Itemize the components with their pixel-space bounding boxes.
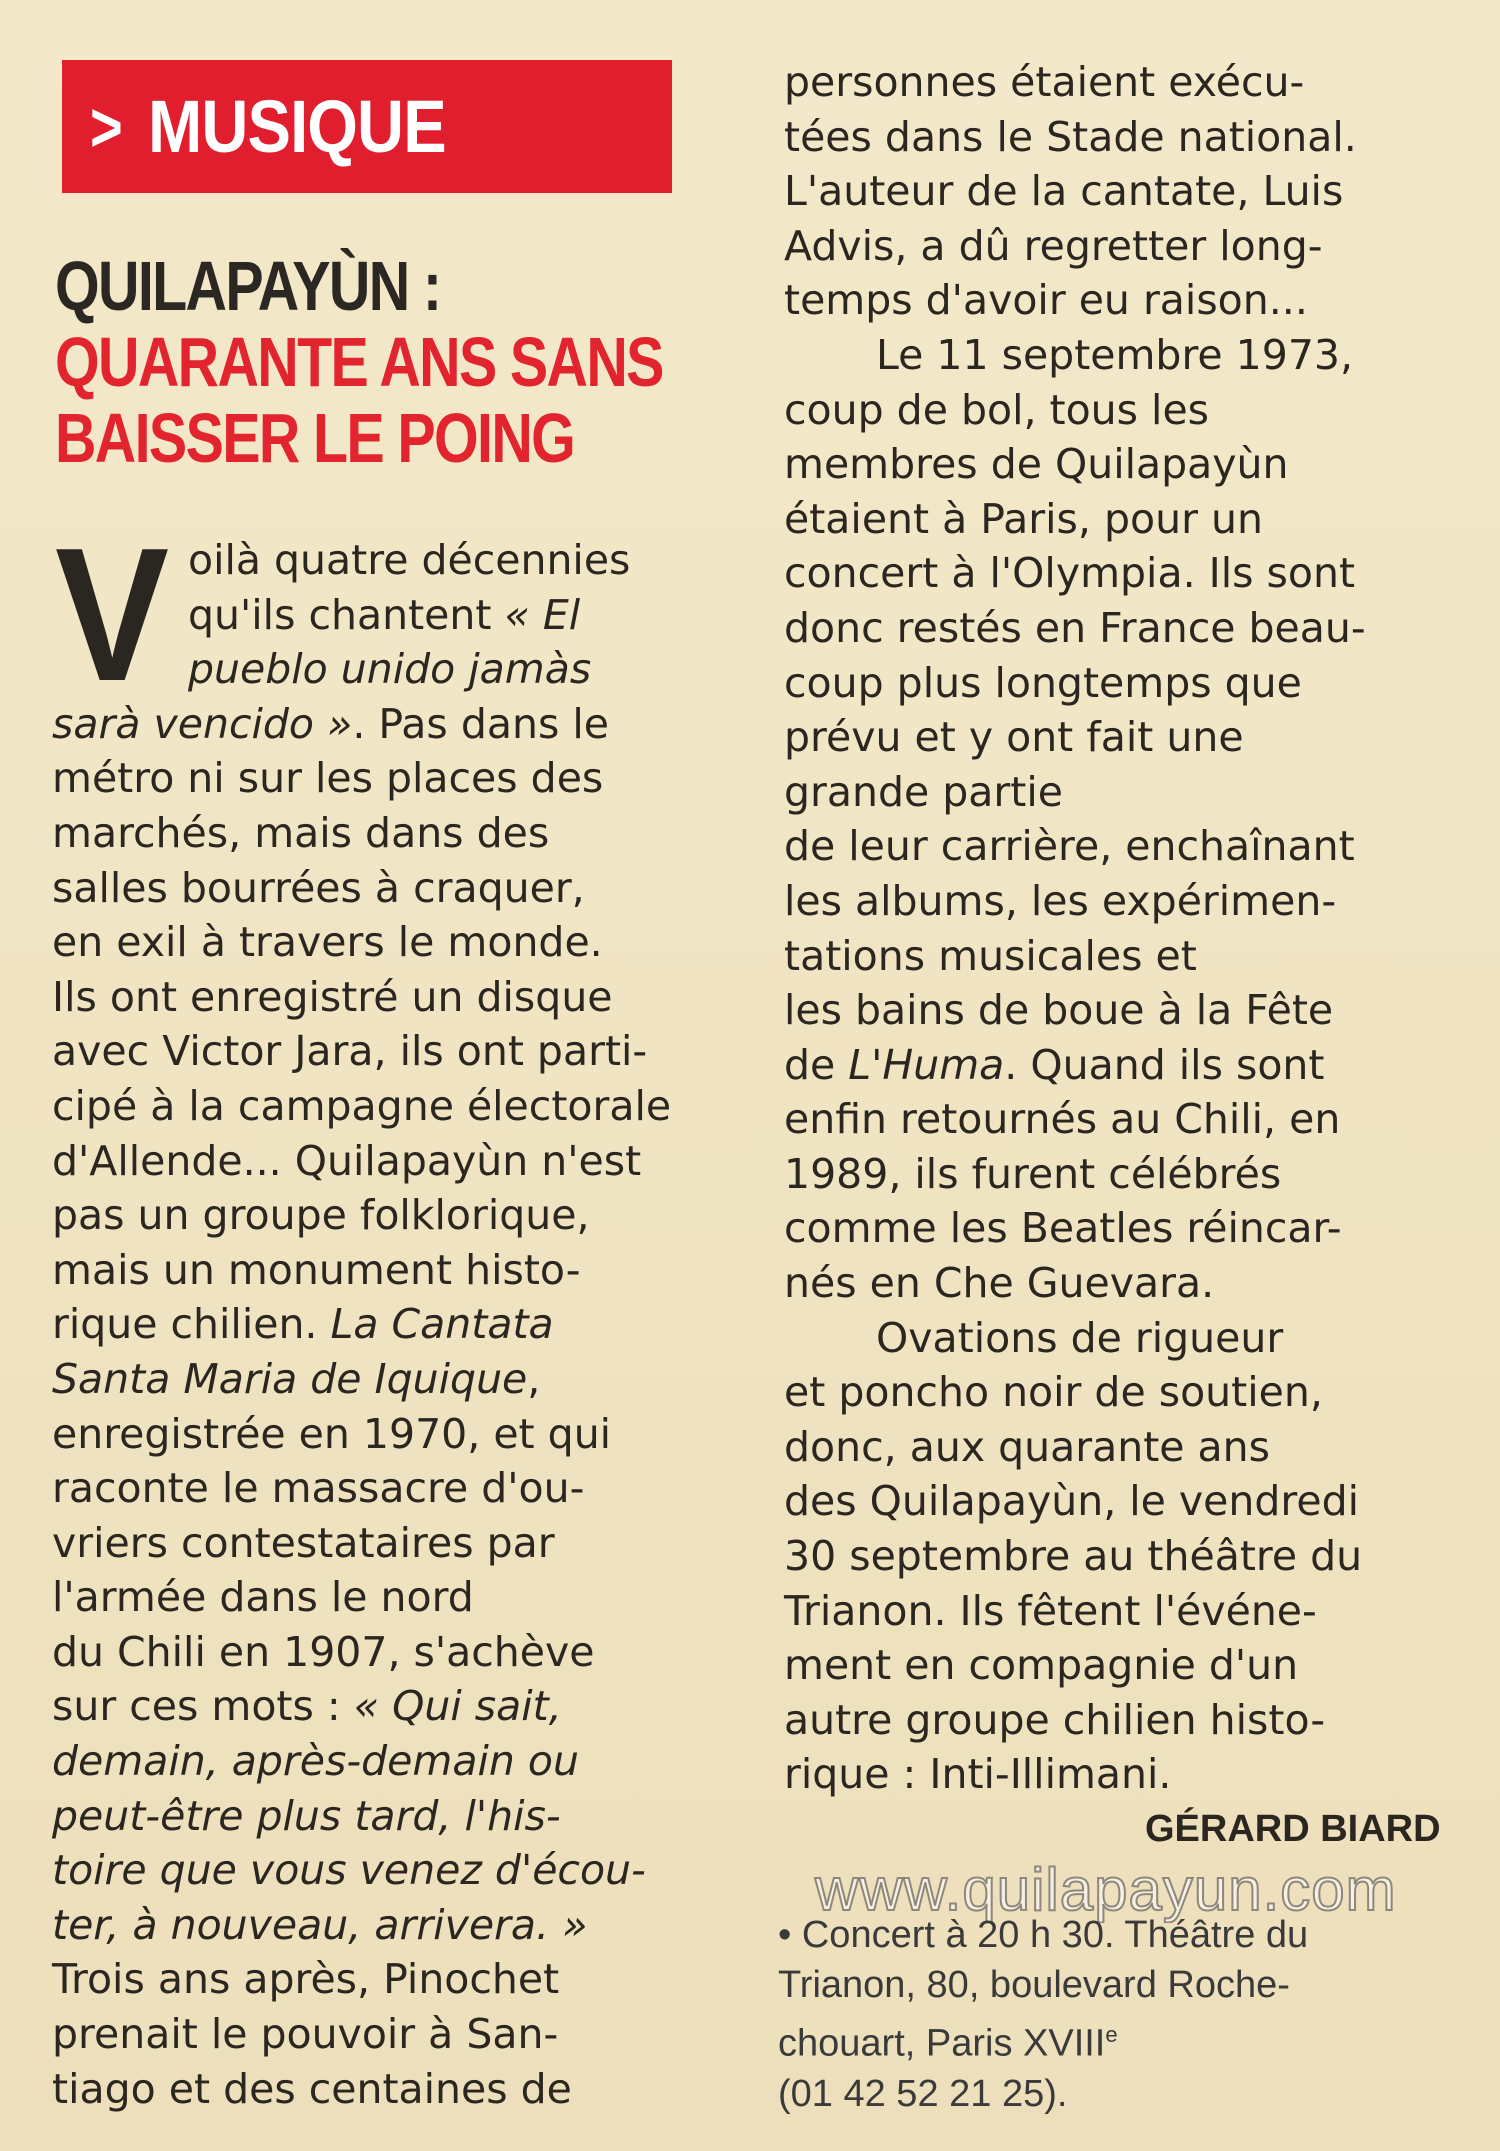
text-line: tations musicales et	[784, 931, 1197, 980]
note-line: Trianon, 80, boulevard Roche-	[778, 1964, 1290, 2006]
song-title-fragment: sarà vencido »	[52, 699, 353, 748]
text-line: métro ni sur les places des	[52, 754, 604, 803]
text-line: vriers contestataires par	[52, 1518, 555, 1567]
article-headline	[55, 248, 695, 476]
headline-title-line: BAISSER LE POING	[55, 399, 575, 477]
text-fragment: . Quand ils sont	[1004, 1040, 1325, 1089]
concert-info-note	[778, 1910, 1468, 2119]
text-line: Ovations de rigueur	[876, 1313, 1284, 1362]
headline-kicker: QUILAPAYÙN :	[55, 247, 441, 325]
text-line: pueblo unido jamàs	[188, 645, 592, 694]
text-line: Advis, a dû regretter long-	[784, 221, 1323, 270]
text-line: demain, après-demain ou	[52, 1737, 579, 1786]
text-line: prévu et y ont fait une	[784, 713, 1244, 762]
article-column-left	[52, 533, 732, 2116]
text-line: concert à l'Olympia. Ils sont	[784, 549, 1356, 598]
superscript: e	[1105, 2022, 1118, 2047]
note-line: (01 42 52 21 25).	[778, 2072, 1068, 2115]
text-line: rique : Inti-Illimani.	[784, 1750, 1172, 1799]
text-line: en exil à travers le monde.	[52, 918, 603, 967]
text-line: salles bourrées à craquer,	[52, 863, 585, 912]
text-line	[52, 697, 732, 752]
text-line: tiago et des centaines de	[52, 2064, 572, 2113]
text-line: de leur carrière, enchaînant	[784, 822, 1355, 871]
text-line: pas un groupe folklorique,	[52, 1191, 590, 1240]
text-line: les albums, les expérimen-	[784, 876, 1337, 925]
text-fragment: qu'ils chantent	[188, 590, 505, 639]
text-line: toire que vous venez d'écou-	[52, 1846, 646, 1895]
text-line: Le 11 septembre 1973,	[876, 330, 1354, 379]
work-title-fragment: Santa Maria de Iquique	[52, 1354, 528, 1403]
text-line: Trianon. Ils fêtent l'événe-	[784, 1586, 1317, 1635]
text-fragment: de	[784, 1040, 849, 1089]
text-line: 1989, ils furent célébrés	[784, 1149, 1282, 1198]
site-watermark: www.quilapayun.com	[815, 1856, 1397, 1923]
text-line: grande partie	[784, 767, 1063, 816]
text-line: coup de bol, tous les	[784, 385, 1210, 434]
quote-fragment: « Qui sait,	[353, 1682, 562, 1731]
text-line: L'auteur de la cantate, Luis	[784, 167, 1344, 216]
text-line: Trois ans après, Pinochet	[52, 1955, 560, 2004]
text-fragment: . Pas dans le	[352, 699, 609, 748]
song-title-fragment: « El	[504, 590, 581, 639]
chevron-right-icon: >	[89, 87, 122, 166]
section-label: MUSIQUE	[147, 85, 446, 168]
text-fragment: sur ces mots :	[52, 1682, 354, 1731]
text-line: donc restés en France beau-	[784, 603, 1366, 652]
section-tag-musique	[62, 60, 672, 193]
headline-title-line: QUARANTE ANS SANS	[55, 323, 663, 401]
note-line	[778, 2010, 1468, 2069]
text-fragment: ,	[527, 1354, 541, 1403]
text-line: donc, aux quarante ans	[784, 1422, 1271, 1471]
text-line: l'armée dans le nord	[52, 1573, 474, 1622]
text-line: mais un monument histo-	[52, 1245, 581, 1294]
text-line: cipé à la campagne électorale	[52, 1081, 672, 1130]
text-line: temps d'avoir eu raison...	[784, 276, 1308, 325]
text-line	[52, 1679, 732, 1734]
text-fragment: rique chilien.	[52, 1300, 331, 1349]
drop-cap: V	[55, 509, 170, 721]
text-line: ment en compagnie d'un	[784, 1641, 1299, 1690]
text-line	[52, 588, 732, 643]
text-line: ter, à nouveau, arrivera. »	[52, 1900, 588, 1949]
text-line: tées dans le Stade national.	[784, 112, 1357, 161]
text-line: marchés, mais dans des	[52, 808, 550, 857]
publication-title-fragment: L'Huma	[848, 1040, 1005, 1089]
text-line: membres de Quilapayùn	[784, 440, 1289, 489]
text-line: Ils ont enregistré un disque	[52, 972, 613, 1021]
text-line: prenait le pouvoir à San-	[52, 2010, 559, 2059]
text-line: 30 septembre au théâtre du	[784, 1532, 1363, 1581]
work-title-fragment: La Cantata	[330, 1300, 554, 1349]
article-column-right	[784, 55, 1464, 1802]
text-line: oilà quatre décennies	[188, 536, 631, 584]
text-line: nés en Che Guevara.	[784, 1259, 1215, 1308]
text-line	[784, 1038, 1464, 1093]
text-line: étaient à Paris, pour un	[784, 494, 1263, 543]
text-line: et poncho noir de soutien,	[784, 1368, 1323, 1417]
text-line: du Chili en 1907, s'achève	[52, 1627, 595, 1676]
author-byline: GÉRARD BIARD	[1145, 1808, 1441, 1850]
text-line: enregistrée en 1970, et qui	[52, 1409, 612, 1458]
text-line	[52, 1352, 732, 1407]
text-line: peut-être plus tard, l'his-	[52, 1791, 561, 1840]
text-line: personnes étaient exécu-	[784, 58, 1305, 106]
text-line: raconte le massacre d'ou-	[52, 1464, 585, 1513]
text-line: les bains de boue à la Fête	[784, 986, 1334, 1035]
text-line: coup plus longtemps que	[784, 658, 1302, 707]
text-line	[52, 1297, 732, 1352]
note-fragment: chouart, Paris XVIII	[778, 2022, 1106, 2065]
text-line: avec Victor Jara, ils ont parti-	[52, 1027, 648, 1076]
text-line: d'Allende... Quilapayùn n'est	[52, 1136, 642, 1185]
text-line: comme les Beatles réincar-	[784, 1204, 1342, 1253]
text-line: des Quilapayùn, le vendredi	[784, 1477, 1360, 1526]
note-line: • Concert à 20 h 30. Théâtre du	[778, 1914, 1309, 1956]
text-line: enfin retournés au Chili, en	[784, 1095, 1341, 1144]
text-line: autre groupe chilien histo-	[784, 1695, 1326, 1744]
